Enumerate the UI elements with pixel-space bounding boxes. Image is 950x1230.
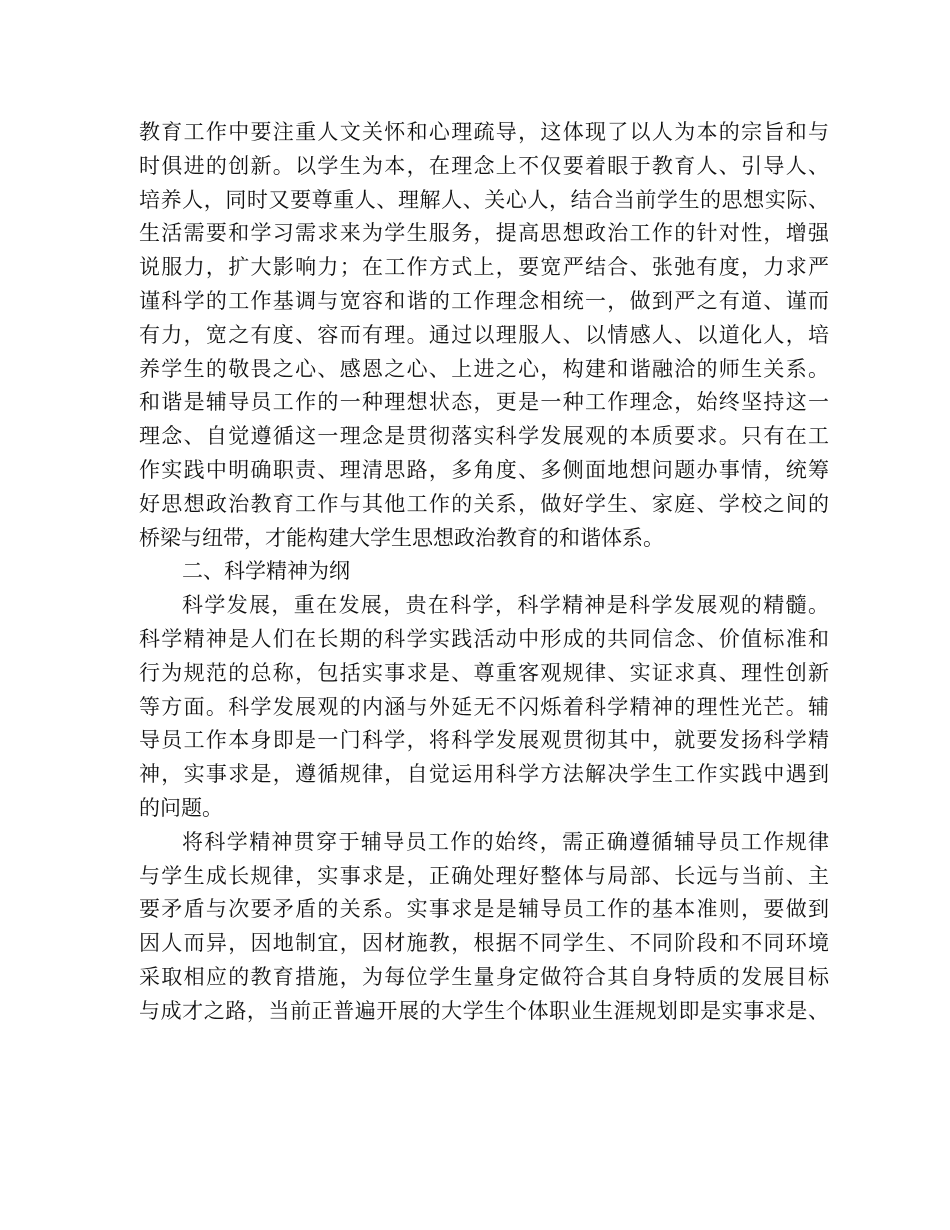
text-line: 好思想政治教育工作与其他工作的关系，做好学生、家庭、学校之间的 [139, 491, 829, 516]
document-body-text [139, 116, 829, 1029]
text-line: 说服力，扩大影响力；在工作方式上，要宽严结合、张弛有度，力求严 [139, 255, 829, 280]
section-heading: 二、科学精神为纲 [182, 559, 350, 584]
text-line: 的问题。 [139, 795, 223, 820]
text-line: 因人而异，因地制宜，因材施教，根据不同学生、不同阶段和不同环境 [139, 931, 829, 956]
text-line: 采取相应的教育措施，为每位学生量身定做符合其自身特质的发展目标 [139, 964, 829, 989]
text-line: 导员工作本身即是一门科学，将科学发展观贯彻其中，就要发扬科学精 [139, 728, 829, 753]
text-line: 行为规范的总称，包括实事求是、尊重客观规律、实证求真、理性创新 [139, 660, 829, 685]
text-line: 教育工作中要注重人文关怀和心理疏导，这体现了以人为本的宗旨和与 [139, 120, 829, 144]
text-line: 养学生的敬畏之心、感恩之心、上进之心，构建和谐融洽的师生关系。 [139, 356, 829, 381]
text-line: 培养人，同时又要尊重人、理解人、关心人，结合当前学生的思想实际、 [139, 187, 829, 212]
text-line: 与学生成长规律，实事求是，正确处理好整体与局部、长远与当前、主 [139, 863, 829, 888]
text-line: 科学精神是人们在长期的科学实践活动中形成的共同信念、价值标准和 [139, 626, 829, 651]
text-line: 有力，宽之有度、容而有理。通过以理服人、以情感人、以道化人，培 [139, 322, 829, 347]
text-line: 桥梁与纽带，才能构建大学生思想政治教育的和谐体系。 [139, 525, 664, 550]
text-line: 神，实事求是，遵循规律，自觉运用科学方法解决学生工作实践中遇到 [139, 762, 829, 787]
text-line: 时俱进的创新。以学生为本，在理念上不仅要着眼于教育人、引导人、 [139, 153, 829, 178]
text-line: 作实践中明确职责、理清思路，多角度、多侧面地想问题办事情，统筹 [139, 457, 829, 482]
text-line: 与成才之路，当前正普遍开展的大学生个体职业生涯规划即是实事求是、 [139, 998, 829, 1023]
text-line: 谨科学的工作基调与宽容和谐的工作理念相统一，做到严之有道、谨而 [139, 288, 829, 313]
text-line: 生活需要和学习需求来为学生服务，提高思想政治工作的针对性，增强 [139, 221, 829, 246]
text-line: 要矛盾与次要矛盾的关系。实事求是是辅导员工作的基本准则，要做到 [139, 897, 829, 922]
text-line: 将科学精神贯穿于辅导员工作的始终，需正确遵循辅导员工作规律 [182, 829, 829, 854]
text-line: 和谐是辅导员工作的一种理想状态，更是一种工作理念，始终坚持这一 [139, 390, 829, 415]
text-line: 等方面。科学发展观的内涵与外延无不闪烁着科学精神的理性光芒。辅 [139, 694, 829, 719]
text-line: 科学发展，重在发展，贵在科学，科学精神是科学发展观的精髓。 [182, 593, 829, 618]
text-line: 理念、自觉遵循这一理念是贯彻落实科学发展观的本质要求。只有在工 [139, 424, 829, 449]
